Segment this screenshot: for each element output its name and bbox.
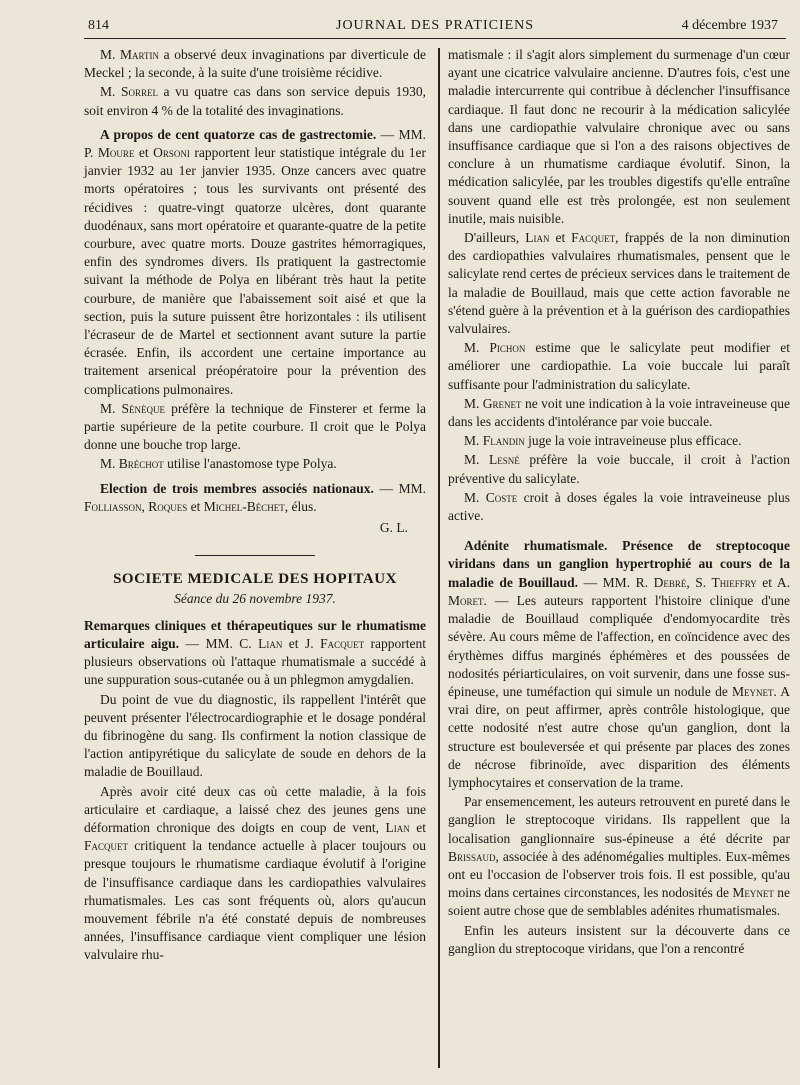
paragraph-text: juge la voie intraveineuse plus efficace. — [524, 433, 742, 449]
section-title: Remarques cliniques et thérapeutiques sur le rhumatisme articulaire aigu. — [84, 617, 426, 651]
paragraph — [84, 783, 426, 965]
author-name: Moret — [448, 592, 484, 608]
session-date: Séance du 26 novembre 1937. — [174, 591, 336, 607]
separator-rule — [195, 555, 315, 556]
author-name: Orsoni — [153, 145, 190, 161]
paragraph-text: , frappés de la non diminution des cardiopathies valvulaires rhumatismales, pensent que le salicylate rend certes de précieux services dans le traitement de la maladie de Bouillaud, mais que cette action favorable ne s'étend guère à la prévention et à la guérison des cardiopathies valvulaires. — [448, 230, 791, 337]
text: et — [549, 230, 572, 246]
paragraph-text: Après avoir cité deux cas où cette maladie, à la fois articulaire et cardiaque, a laissé chez des jeunes gens une déformation chronique des doigts en coup de vent, — [84, 783, 426, 835]
paragraph — [84, 46, 426, 82]
paragraph-text: Par ensemencement, les auteurs retrouvent en pureté dans le ganglion le streptocoque viridans. Ils rappellent que la localisation ganglionnaire sus-épineuse a été décrite par — [448, 794, 790, 846]
paragraph — [448, 229, 790, 338]
paragraph — [448, 339, 790, 394]
author-name: Michel-Béchet — [203, 498, 285, 514]
author-name: Brissaud — [448, 848, 496, 864]
author-name: M. Coste — [464, 489, 518, 505]
author-name: M. Grenet — [464, 395, 522, 411]
paragraph-text: a observé deux invaginations par diverticule de Meckel ; la seconde, à la suite d'une troisième récidive. — [84, 47, 426, 81]
paragraph-text: , élus. — [284, 498, 317, 514]
section-paragraph — [84, 617, 426, 690]
text: et — [187, 498, 204, 514]
paragraph — [84, 455, 426, 473]
author-name: Facquet — [571, 230, 616, 246]
author-name: M. Martin — [100, 47, 159, 62]
paragraph — [84, 400, 426, 455]
page-number: 814 — [88, 18, 109, 33]
journal-title: JOURNAL DES PRATICIENS — [336, 18, 535, 33]
paragraph — [448, 451, 790, 487]
text: et — [409, 819, 426, 835]
author-name: Debré, S. Thieffry — [653, 574, 757, 590]
signature: G. L. — [379, 520, 408, 536]
paragraph-text: rapportent plusieurs observations où l'attaque rhumatismale a succédé à une suppuration sous-cutanée ou à un phlegmon amygdalien. — [84, 635, 426, 688]
author-name: M. Bréchot — [100, 456, 164, 472]
section-title: A propos de cent quatorze cas de gastrectomie. — [100, 126, 377, 142]
author-name: Facquet — [320, 635, 365, 651]
paragraph: Du point de vue du diagnostic, ils rappellent l'intérêt que peuvent présenter l'électrocardiographie et le dosage pondéral du fibrinogène du sang. Ils confirment la notion classique de l'action antipyrétique du salicylate de soude en dehors de la maladie de Bouillaud. — [84, 691, 426, 780]
author-name: M. Lesné — [464, 452, 520, 468]
text: — MM. R. — [578, 574, 654, 590]
author-name: Meynet — [732, 885, 774, 901]
issue-date: 4 décembre 1937 — [681, 18, 778, 33]
paragraph-text: critiquent la tendance actuelle à placer toujours ou presque toujours le rhumatisme cardiaque évolutif à l'origine de l'insuffisance cardiaque dans les cardiopathies valvulaires rhumatismales. Les cas sont fréquents où, alors qu'aucun mouvement fébrile n'a été constaté depuis de nombreuses années, l'insuffisance cardiaque vient compliquer une lésion valvulaire rhu- — [84, 838, 426, 963]
author-name: Folliasson, Roques — [84, 498, 188, 514]
author-name: M. Sénèque — [100, 400, 165, 416]
section-paragraph — [84, 480, 426, 516]
text: — MM. — [373, 480, 426, 496]
column-divider — [438, 48, 440, 1068]
left-column — [84, 46, 426, 966]
paragraph-text: ne soient autre chose que de semblables adénites rhumatismales. — [448, 885, 790, 919]
paragraph-text: . A vrai dire, on peut affirmer, après contrôle histologique, que cette nodosité n'est autre chose qu'un ganglion, dont la structure est bouleversée et qui présente par places des zones de nécrose fibrinoïde, avec disparition des éléments lymphocytaires et conservation de la trame. — [448, 683, 790, 790]
page-header — [88, 16, 786, 38]
paragraph-text: utilise l'anastomose type Polya. — [163, 456, 337, 472]
author-name: M. Flandin — [464, 433, 525, 449]
paragraph — [84, 83, 426, 119]
section-paragraph — [448, 537, 790, 792]
section-title: Election de trois membres associés nationaux. — [100, 480, 374, 496]
paragraph-text: ne voit une indication à la voie intraveineuse que dans les accidents d'intolérance par voie buccale. — [448, 395, 790, 430]
paragraph — [448, 489, 790, 525]
author-name: M. Sorrel — [100, 84, 158, 100]
text: — MM. C. — [179, 635, 259, 651]
author-name: Lian — [258, 635, 283, 651]
paragraph — [448, 395, 790, 431]
paragraph — [448, 432, 790, 450]
author-name: Moure — [97, 145, 135, 161]
text: et — [134, 145, 154, 161]
author-name: M. Pichon — [464, 340, 526, 356]
right-column — [448, 46, 790, 959]
paragraph: Enfin les auteurs insistent sur la découverte dans ce ganglion du streptocoque viridans, que l'on a rencontré — [448, 922, 790, 956]
author-name: Lian — [525, 230, 550, 246]
author-name: Meynet — [731, 683, 774, 699]
header-rule — [84, 38, 786, 39]
paragraph-text: D'ailleurs, — [464, 230, 526, 246]
text: — MM. P. — [84, 126, 426, 161]
paragraph-text: croit à doses égales la voie intraveineuse plus active. — [448, 489, 791, 524]
section-title: Adénite rhumatismale. Présence de streptocoque viridans dans un ganglion hypertrophié au cours de la maladie de Bouillaud. — [448, 538, 790, 590]
paragraph-text: préfère la technique de Finsterer et ferme la partie supérieure de la petite courbure. Il croit que le Polya donne une bouche trop large. — [84, 400, 426, 453]
author-name: Facquet — [84, 838, 129, 854]
paragraph-text: préfère la voie buccale, il croit à l'action préventive du salicylate. — [448, 452, 790, 486]
paragraph — [448, 793, 790, 920]
paragraph-text: estime que le salicylate peut modifier et améliorer une cardiopathie. La voie buccale lui paraît suffisante pour l'administration du salicylate. — [448, 340, 791, 392]
text: et A. — [756, 574, 790, 590]
paragraph-text: . — Les auteurs rapportent l'histoire clinique d'une maladie de Bouillaud compliquée d'endomyocardite très sévère. Au cours même de l'affection, en coïncidence avec des érythèmes diffus marginés éphémères et des poussées de nodosités périarticulaires, on voit survenir, dans une fosse sus-épineuse, une tuméfaction qui simule un nodule de — [448, 592, 790, 699]
paragraph-text: a vu quatre cas dans son service depuis 1930, soit environ 4 % de la totalité des invaginations. — [84, 84, 426, 118]
paragraph-text: , associée à des adénomégalies multiples. Eux-mêmes ont eu l'occasion de l'observer trois fois. Il est possible, qu'au moins dans certaines circonstances, les nodosités de — [448, 848, 790, 901]
author-name: Lian — [385, 819, 410, 835]
paragraph: matismale : il s'agit alors simplement du surmenage d'un cœur ayant une cicatrice valvulaire ancienne. D'autres fois, c'est une maladie intercurrente qui contribue à déclencher l'insuffisance cardiaque. Il faut donc ne recourir à la médication salicylée dans une cardiopathie valvulaire chronique avec ou sans insuffisance cardiaque que si l'on a des raisons objectives de conclure à un rhumatisme cardiaque évolutif. Sinon, la médication salicylée, par les troubles digestifs qu'elle entraîne souvent quand elle est très prolongée, est non seulement inutile, mais nuisible. — [448, 47, 790, 226]
text: et J. — [282, 635, 321, 651]
society-title: SOCIETE MEDICALE DES HOPITAUX — [113, 571, 397, 588]
section-paragraph — [84, 126, 426, 399]
paragraph-text: rapportent leur statistique intégrale du 1er janvier 1932 au 1er janvier 1935. Onze cancers avec quatre morts opératoires ; tous les survivants ont présenté des récidives : quatre-vingt quatorze ulcères, dont quarante duodénaux, sans mort opératoire et quarante-quatre de la petite courbure, avec quatre morts. Douze gastrites hémorragiques, enfin des syndromes divers. Ils pratiquent la gastrectomie suivant la méthode de Polya en libérant très haut la petite courbure, de manière que l'abaissement soit aisé et que la section, puis la suture puissent être horizontales : ils utilisent l'écraseur de de Martel et sectionnent avant suture la partie écrasée. Enfin, ils accordent une certaine importance au traitement arsenical préopératoire pour la prévention des complications pulmonaires. — [84, 145, 427, 397]
